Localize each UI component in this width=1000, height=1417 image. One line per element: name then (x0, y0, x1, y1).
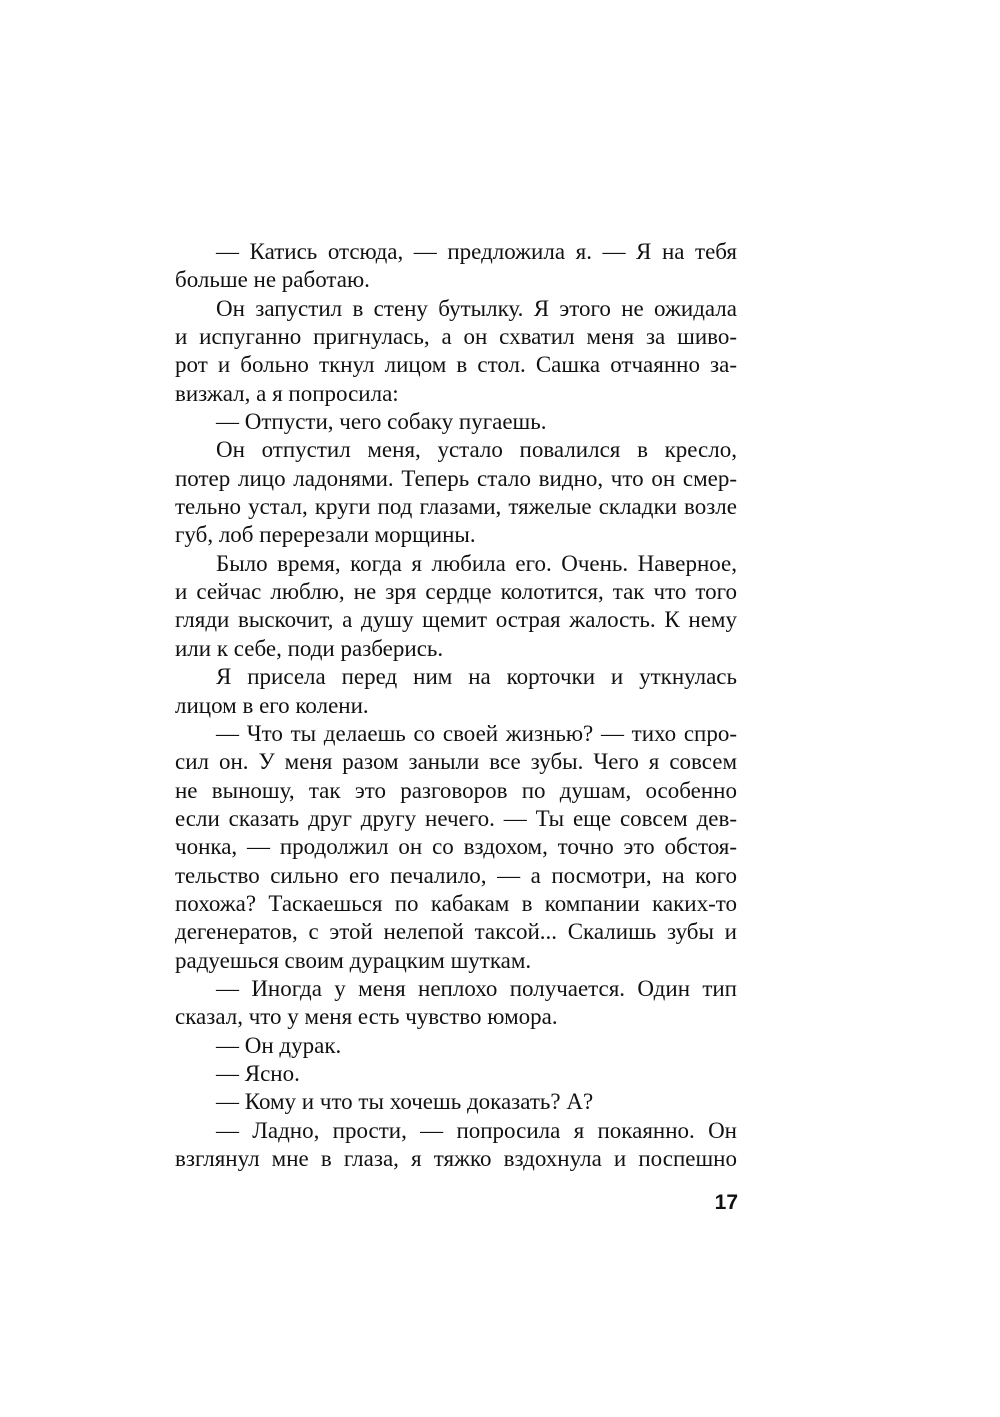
text-line: губ, лоб перерезали морщины. (175, 522, 476, 548)
text-line: взглянул мне в глаза, я тяжко вздохнула и поспешно (175, 1146, 737, 1171)
text-line: — Кому и что ты хочешь доказать? А? (216, 1089, 594, 1115)
page-number: 17 (714, 1191, 738, 1214)
text-line: сил он. У меня разом заныли все зубы. Чего я совсем (175, 749, 737, 775)
text-line: лицом в его колени. (175, 692, 369, 718)
text-line: радуешься своим дурацким шуткам. (175, 947, 532, 973)
text-line: и испуганно пригнулась, а он схватил меня за шиво- (175, 324, 737, 350)
text-line: не выношу, так это разговоров по душам, особенно (175, 777, 737, 803)
text-line: Было время, когда я любила его. Очень. Наверное, (216, 550, 737, 576)
text-line: тельство сильно его печалило, — а посмотри, на кого (175, 862, 737, 888)
text-line: визжал, а я попросила: (175, 380, 399, 406)
text-line: Он запустил в стену бутылку. Я этого не ожидала (216, 295, 737, 321)
text-line: сказал, что у меня есть чувство юмора. (175, 1004, 558, 1030)
text-line: Я присела перед ним на корточки и уткнулась (216, 664, 737, 690)
text-line: — Отпусти, чего собаку пугаешь. (216, 409, 547, 435)
text-line: чонка, — продолжил он со вздохом, точно это обстоя- (175, 834, 737, 860)
text-line: — Иногда у меня неплохо получается. Один тип (216, 975, 737, 1001)
text-line: дегенератов, с этой нелепой таксой... Скалишь зубы и (175, 919, 737, 945)
text-line: — Катись отсюда, — предложила я. — Я на тебя (216, 239, 737, 264)
text-line: если сказать друг другу нечего. — Ты еще совсем дев- (175, 805, 737, 831)
body-text (175, 238, 737, 1173)
text-line: или к себе, поди разберись. (175, 635, 444, 661)
text-line: — Он дурак. (216, 1032, 342, 1058)
text-line: Он отпустил меня, устало повалился в кресло, (216, 437, 737, 463)
text-line: — Ладно, прости, — попросила я покаянно. Он (216, 1117, 737, 1143)
text-line: — Что ты делаешь со своей жизнью? — тихо спро- (216, 720, 737, 746)
text-line: похожа? Таскаешься по кабакам в компании каких-то (175, 890, 737, 916)
text-line: гляди выскочит, а душу щемит острая жалость. К нему (175, 607, 737, 633)
text-line: тельно устал, круги под глазами, тяжелые складки возле (175, 494, 737, 520)
text-line: потер лицо ладонями. Теперь стало видно, что он смер- (175, 465, 737, 491)
text-line: — Ясно. (216, 1060, 300, 1086)
text-line: рот и больно ткнул лицом в стол. Сашка отчаянно за- (175, 352, 737, 378)
text-line: больше не работаю. (175, 267, 370, 293)
text-line: и сейчас люблю, не зря сердце колотится, так что того (175, 579, 737, 605)
